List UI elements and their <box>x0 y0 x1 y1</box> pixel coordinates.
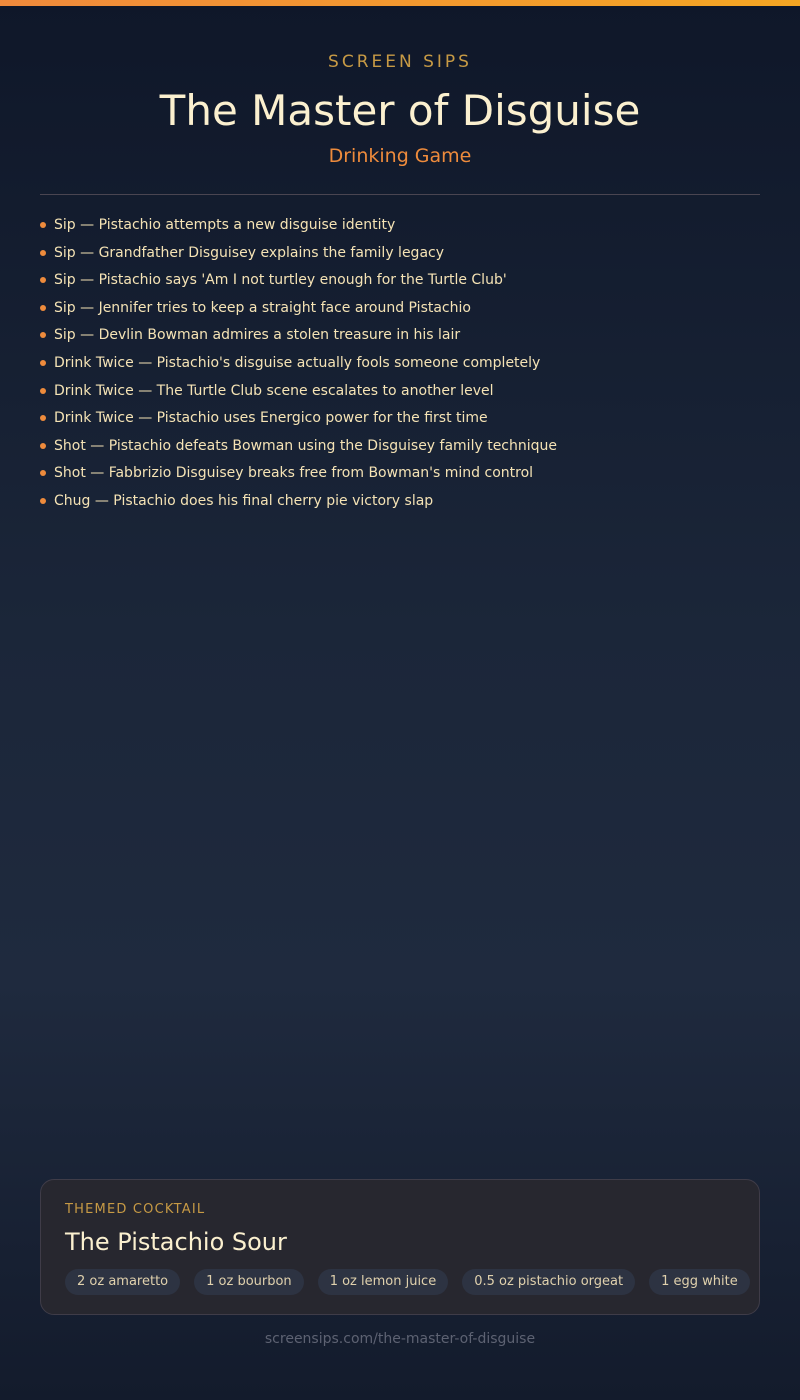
rule-text: Drink Twice — Pistachio's disguise actually fools someone completely <box>54 354 541 371</box>
rule-text: Sip — Pistachio says 'Am I not turtley enough for the Turtle Club' <box>54 272 507 289</box>
header-divider <box>40 194 760 195</box>
brand-label: SCREEN SIPS <box>328 52 472 72</box>
rule-item <box>40 325 760 353</box>
rules-list <box>40 215 760 519</box>
rule-text: Shot — Fabbrizio Disguisey breaks free from Bowman's mind control <box>54 465 534 482</box>
rule-text: Sip — Pistachio attempts a new disguise identity <box>54 217 396 233</box>
ingredient-chip: 1 oz bourbon <box>194 1269 304 1295</box>
cocktail-section-label: THEMED COCKTAIL <box>65 1202 206 1217</box>
ingredient-chip: 1 egg white <box>649 1269 750 1295</box>
bullet-icon <box>40 443 46 449</box>
rule-item <box>40 381 760 409</box>
rule-item <box>40 408 760 436</box>
rule-text: Sip — Grandfather Disguisey explains the family legacy <box>54 244 445 261</box>
rule-item <box>40 491 760 519</box>
top-accent-bar <box>0 0 800 6</box>
rule-item <box>40 243 760 271</box>
rule-item <box>40 463 760 491</box>
bullet-icon <box>40 277 46 283</box>
bullet-icon <box>40 332 46 338</box>
rule-text: Drink Twice — Pistachio uses Energico power for the first time <box>54 410 488 427</box>
cocktail-name: The Pistachio Sour <box>65 1228 287 1256</box>
bullet-icon <box>40 360 46 366</box>
rule-text: Chug — Pistachio does his final cherry pie victory slap <box>54 492 434 509</box>
bullet-icon <box>40 388 46 394</box>
ingredient-chip: 0.5 oz pistachio orgeat <box>462 1269 635 1295</box>
rule-item <box>40 353 760 381</box>
page-title: The Master of Disguise <box>159 86 641 135</box>
ingredient-chip: 1 oz lemon juice <box>318 1269 449 1295</box>
rule-text: Sip — Devlin Bowman admires a stolen treasure in his lair <box>54 327 461 344</box>
rule-text: Shot — Pistachio defeats Bowman using the Disguisey family technique <box>54 437 558 454</box>
rule-item <box>40 270 760 298</box>
rule-text: Sip — Jennifer tries to keep a straight face around Pistachio <box>54 299 471 316</box>
rule-item <box>40 436 760 464</box>
bullet-icon <box>40 222 46 228</box>
bullet-icon <box>40 415 46 421</box>
rule-item <box>40 215 760 243</box>
ingredient-list <box>65 1269 750 1295</box>
bullet-icon <box>40 305 46 311</box>
rule-item <box>40 298 760 326</box>
footer-url[interactable]: screensips.com/the-master-of-disguise <box>264 1331 536 1347</box>
rule-text: Drink Twice — The Turtle Club scene escalates to another level <box>54 382 494 399</box>
bullet-icon <box>40 498 46 504</box>
bullet-icon <box>40 470 46 476</box>
ingredient-chip: 2 oz amaretto <box>65 1269 180 1295</box>
page-subtitle: Drinking Game <box>328 145 472 167</box>
bullet-icon <box>40 250 46 256</box>
cocktail-card <box>40 1179 760 1315</box>
